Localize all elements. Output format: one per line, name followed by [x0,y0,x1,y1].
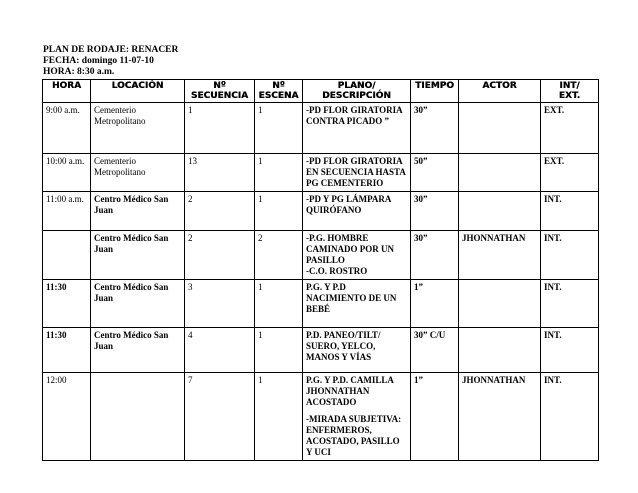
cell-tiempo: 1” [411,280,459,328]
cell-locacion: Cementerio Metropolitano [91,103,185,154]
cell-hora: 12:00 [43,373,91,461]
cell-int-ext: INT. [541,280,599,328]
cell-descripcion [303,103,411,154]
cell-hora: 9:00 a.m. [43,103,91,154]
cell-actor [459,328,541,373]
desc-line: -C.O. ROSTRO [306,266,368,276]
cell-locacion: Centro Médico San Juan [91,328,185,373]
cell-escena: 1 [255,328,303,373]
desc-line: -PD FLOR GIRATORIA EN SECUENCIA HASTA PG CEMENTERIO [306,156,406,188]
desc-line: -PD FLOR GIRATORIA CONTRA PICADO ” [306,105,403,126]
cell-locacion: Centro Médico San Juan [91,231,185,280]
cell-escena: 1 [255,192,303,231]
cell-tiempo: 30” [411,192,459,231]
production-title: PLAN DE RODAJE: RENACER [43,45,179,55]
cell-secuencia: 13 [185,154,255,192]
cell-tiempo: 50” [411,154,459,192]
col-header-actor: ACTOR [459,80,541,103]
cell-descripcion [303,328,411,373]
cell-hora: 10:00 a.m. [43,154,91,192]
table-row [43,280,599,328]
cell-actor: JHONNATHAN [459,231,541,280]
cell-secuencia: 3 [185,280,255,328]
cell-hora: 11:00 a.m. [43,192,91,231]
cell-actor [459,103,541,154]
cell-secuencia: 2 [185,231,255,280]
cell-actor [459,154,541,192]
cell-actor: JHONNATHAN [459,373,541,461]
cell-actor [459,280,541,328]
cell-locacion [91,373,185,461]
col-header-descripcion: PLANO/ DESCRIPCIÓN [303,80,411,103]
col-header-secuencia: Nº SECUENCIA [185,80,255,103]
table-row [43,328,599,373]
cell-hora: 11:30 [43,328,91,373]
table-row [43,231,599,280]
desc-line: P.G. Y P.D NACIMIENTO DE UN BEBÉ [306,282,397,314]
cell-tiempo: 1” [411,373,459,461]
cell-escena: 1 [255,103,303,154]
col-header-escena: Nº ESCENA [255,80,303,103]
cell-tiempo: 30” [411,103,459,154]
table-header-row [43,80,599,103]
cell-descripcion [303,280,411,328]
desc-line: P.G. Y P.D. CAMILLA JHONNATHAN ACOSTADO [306,375,394,407]
cell-locacion: Centro Médico San Juan [91,192,185,231]
cell-hora [43,231,91,280]
cell-int-ext: INT. [541,328,599,373]
cell-int-ext: INT. [541,231,599,280]
cell-locacion: Centro Médico San Juan [91,280,185,328]
cell-int-ext: INT. [541,373,599,461]
cell-descripcion [303,231,411,280]
cell-secuencia: 1 [185,103,255,154]
table-row [43,192,599,231]
cell-descripcion [303,192,411,231]
cell-escena: 1 [255,154,303,192]
cell-descripcion [303,373,411,461]
desc-line: -PD Y PG LÁMPARA QUIRÓFANO [306,194,391,215]
cell-escena: 1 [255,280,303,328]
desc-line: -P.G. HOMBRE CAMINADO POR UN PASILLO [306,233,394,265]
shoot-date: FECHA: domingo 11-07-10 [43,56,154,66]
shoot-time: HORA: 8:30 a.m. [43,67,115,77]
cell-locacion: Cementerio Metropolitano [91,154,185,192]
cell-hora: 11:30 [43,280,91,328]
col-header-tiempo: TIEMPO [411,80,459,103]
cell-secuencia: 4 [185,328,255,373]
cell-int-ext: EXT. [541,103,599,154]
cell-secuencia: 7 [185,373,255,461]
cell-int-ext: EXT. [541,154,599,192]
col-header-hora: HORA [43,80,91,103]
cell-tiempo: 30” [411,231,459,280]
cell-int-ext: INT. [541,192,599,231]
table-row [43,154,599,192]
table-row [43,103,599,154]
cell-escena: 2 [255,231,303,280]
table-row [43,373,599,461]
document-header [43,45,178,78]
shooting-schedule-table [42,79,599,461]
cell-escena: 1 [255,373,303,461]
desc-line: P.D. PANEO/TILT/ SUERO, YELCO, MANOS Y VÍAS [306,330,381,362]
cell-descripcion [303,154,411,192]
col-header-locacion: LOCACIÓN [91,80,185,103]
cell-secuencia: 2 [185,192,255,231]
desc-line: -MIRADA SUBJETIVA: ENFERMEROS, ACOSTADO, PASILLO Y UCI [306,414,402,457]
cell-tiempo: 30” C/U [411,328,459,373]
col-header-int-ext: INT/ EXT. [541,80,599,103]
cell-actor [459,192,541,231]
